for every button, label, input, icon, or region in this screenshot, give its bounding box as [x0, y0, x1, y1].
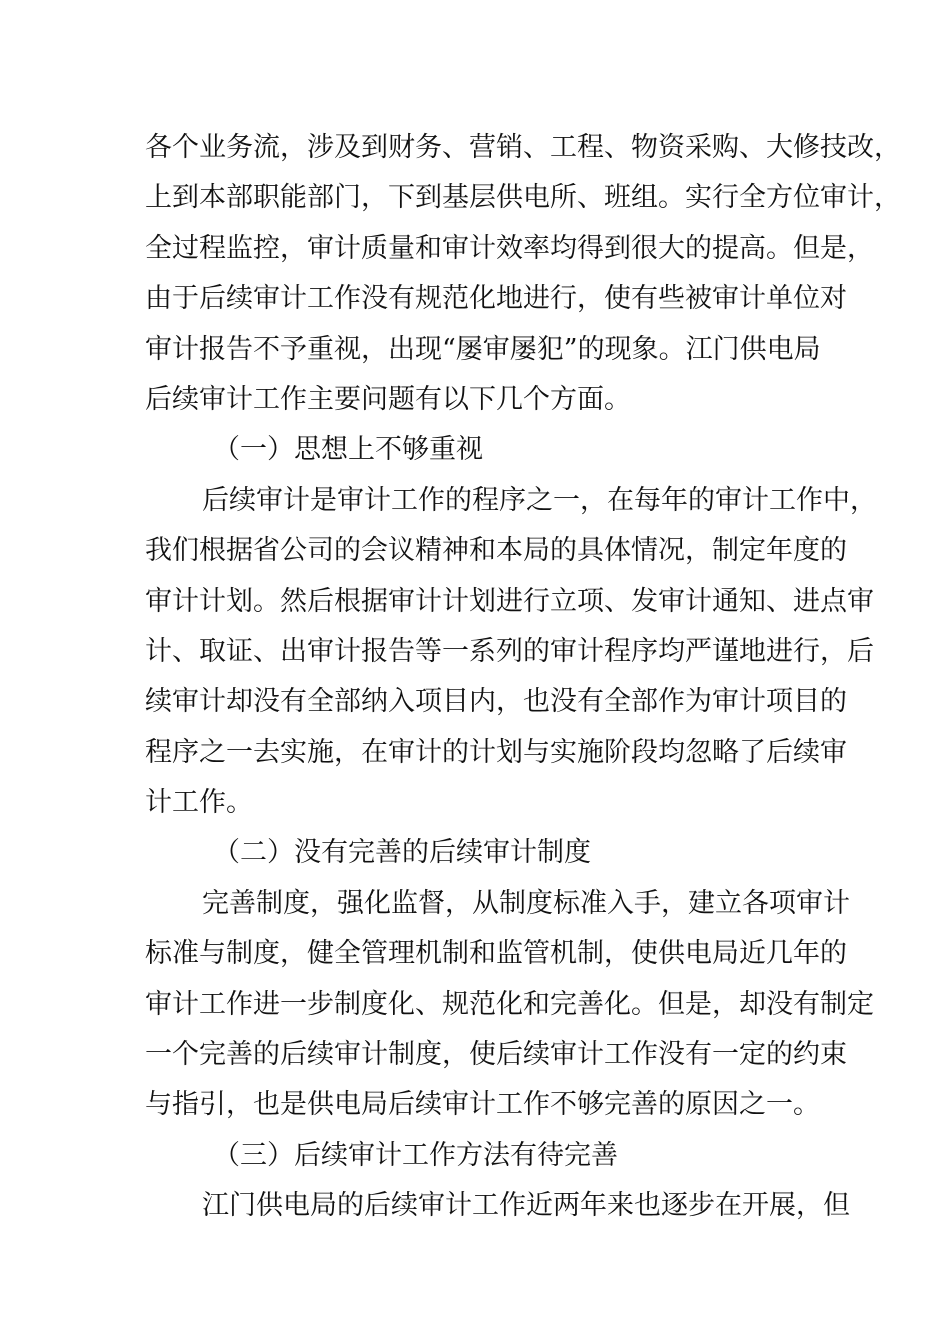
- text-line: 计工作。: [145, 787, 253, 819]
- text-line: 上到本部职能部门，下到基层供电所、班组。实行全方位审计，: [145, 182, 901, 214]
- text-line: 续审计却没有全部纳入项目内，也没有全部作为审计项目的: [145, 686, 847, 718]
- document-body: [145, 123, 901, 1232]
- text-line: 与指引，也是供电局后续审计工作不够完善的原因之一。: [145, 1089, 820, 1121]
- text-line: 审计工作进一步制度化、规范化和完善化。但是，却没有制定: [145, 988, 874, 1020]
- text-line: 计、取证、出审计报告等一系列的审计程序均严谨地进行，后: [145, 635, 874, 667]
- text-line: 全过程监控，审计质量和审计效率均得到很大的提高。但是，: [145, 232, 874, 264]
- text-line: 标准与制度，健全管理机制和监管机制，使供电局近几年的: [145, 938, 847, 970]
- text-line: 我们根据省公司的会议精神和本局的具体情况，制定年度的: [145, 535, 847, 567]
- text-line: 后续审计工作主要问题有以下几个方面。: [145, 383, 631, 415]
- text-line: 程序之一去实施，在审计的计划与实施阶段均忽略了后续审: [145, 736, 847, 768]
- text-line: 后续审计是审计工作的程序之一，在每年的审计工作中，: [202, 484, 877, 516]
- text-line: 各个业务流，涉及到财务、营销、工程、物资采购、大修技改，: [145, 132, 901, 163]
- text-line: 完善制度，强化监督，从制度标准入手，建立各项审计: [202, 887, 850, 919]
- text-line: 审计计划。然后根据审计计划进行立项、发审计通知、进点审: [145, 585, 874, 617]
- text-line: 江门供电局的后续审计工作近两年来也逐步在开展，但: [202, 1190, 850, 1222]
- text-line: 审计报告不予重视，出现“屡审屡犯”的现象。江门供电局: [145, 333, 821, 365]
- section-heading: （二）没有完善的后续审计制度: [213, 837, 591, 869]
- text-line: 由于后续审计工作没有规范化地进行，使有些被审计单位对: [145, 283, 847, 315]
- section-heading: （三）后续审计工作方法有待完善: [213, 1139, 618, 1171]
- text-line: 一个完善的后续审计制度，使后续审计工作没有一定的约束: [145, 1039, 847, 1071]
- section-heading: （一）思想上不够重视: [213, 434, 483, 466]
